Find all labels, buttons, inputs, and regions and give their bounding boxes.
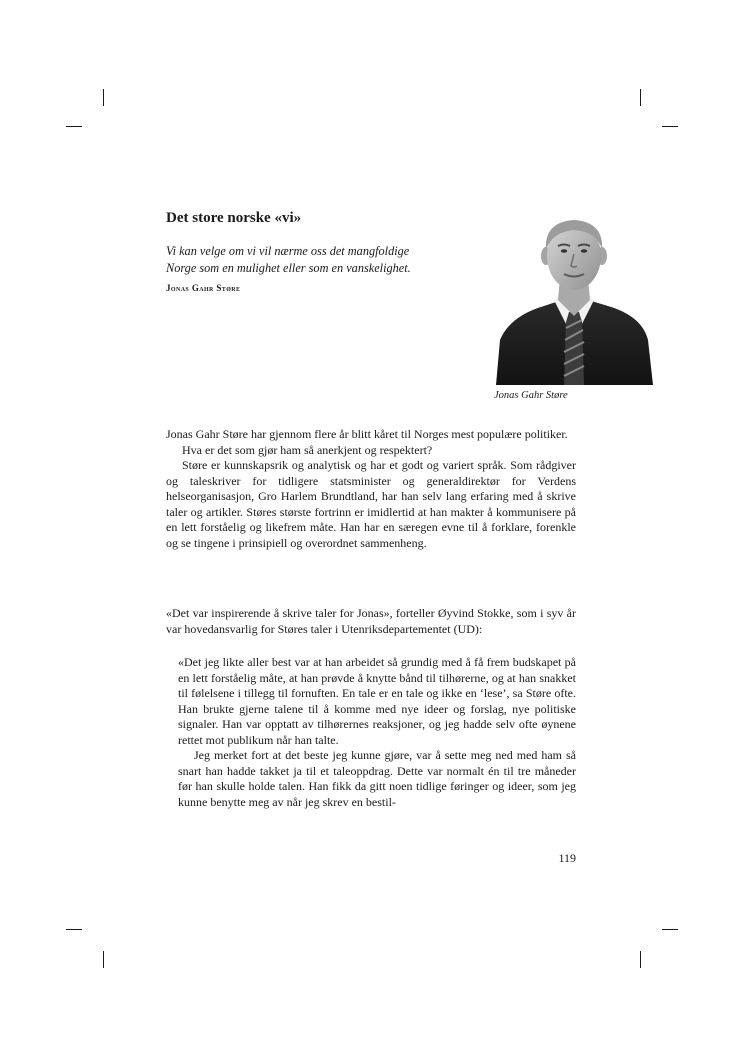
body-paragraph: Hva er det som gjør ham så anerkjent og respektert?: [182, 442, 433, 457]
crop-mark-bottom-right-v: [640, 951, 641, 968]
epigraph: [166, 243, 466, 277]
body-paragraph: Støre er kunnskapsrik og analytisk og har et godt og variert språk. Som rådgiver og taleskriver for tidligere statsminister og generaldirektør for Verdens helseorganisasjon, Gro Harlem Brundtland, har han selv lang erfaring med å skrive taler og artikler. Støres største fortrinn er imidlertid at han makter å kommunisere på en lett forståelig og likefrem måte. Han har en særegen evne til å forklare, forenkle og se tingene i prinsipiell og overordnet sammenheng.: [166, 458, 576, 550]
crop-mark-top-left-h: [66, 126, 82, 127]
crop-mark-bottom-right-h: [662, 929, 678, 930]
block-quote: [178, 655, 576, 810]
body-paragraph: Jonas Gahr Støre har gjennom flere år blitt kåret til Norges mest populære politiker.: [166, 427, 568, 441]
portrait-photo: [496, 216, 653, 385]
epigraph-line: Vi kan velge om vi vil nærme oss det mangfoldige: [166, 244, 410, 258]
crop-mark-top-right-v: [640, 89, 641, 106]
body-paragraph: «Det var inspirerende å skrive taler for Jonas», forteller Øyvind Stokke, som i syv år var hovedansvarlig for Støres taler i Utenriksdepartementet (UD):: [166, 606, 576, 636]
epigraph-line: Norge som en mulighet eller som en vanskelighet.: [166, 261, 411, 275]
body-text-section-1: [166, 427, 576, 551]
body-text-section-2: [166, 606, 576, 637]
crop-mark-top-right-h: [662, 126, 678, 127]
crop-mark-top-left-v: [103, 89, 104, 106]
crop-mark-bottom-left-v: [103, 951, 104, 968]
page-number: 119: [558, 851, 576, 865]
epigraph-author: Jonas Gahr Støre: [166, 283, 241, 293]
quote-paragraph: Jeg merket fort at det beste jeg kunne gjøre, var å sette meg ned med ham så snart han hadde takket ja til et taleoppdrag. Dette var normalt én til tre måneder før han skulle holde talen. Han fikk da gitt noen tidlige føringer og ideer, som jeg kunne benytte meg av når jeg skrev en bestil-: [178, 748, 576, 809]
chapter-title: Det store norske «vi»: [166, 210, 302, 226]
photo-caption: Jonas Gahr Støre: [494, 390, 568, 401]
crop-mark-bottom-left-h: [66, 929, 82, 930]
portrait-illustration: [496, 216, 653, 385]
quote-paragraph: «Det jeg likte aller best var at han arbeidet så grundig med å få frem budskapet på en lett forståelig måte, at han prøvde å knytte bånd til tilhørerne, og at han snakket til følelsene i tillegg til fornuften. En tale er en tale og ikke en ‘lese’, sa Støre ofte. Han brukte gjerne talene til å komme med nye ideer og forslag, nye politiske signaler. Han var opptatt av tilhørernes reaksjoner, og jeg hadde selv ofte øynene rettet mot publikum når han talte.: [178, 655, 576, 747]
